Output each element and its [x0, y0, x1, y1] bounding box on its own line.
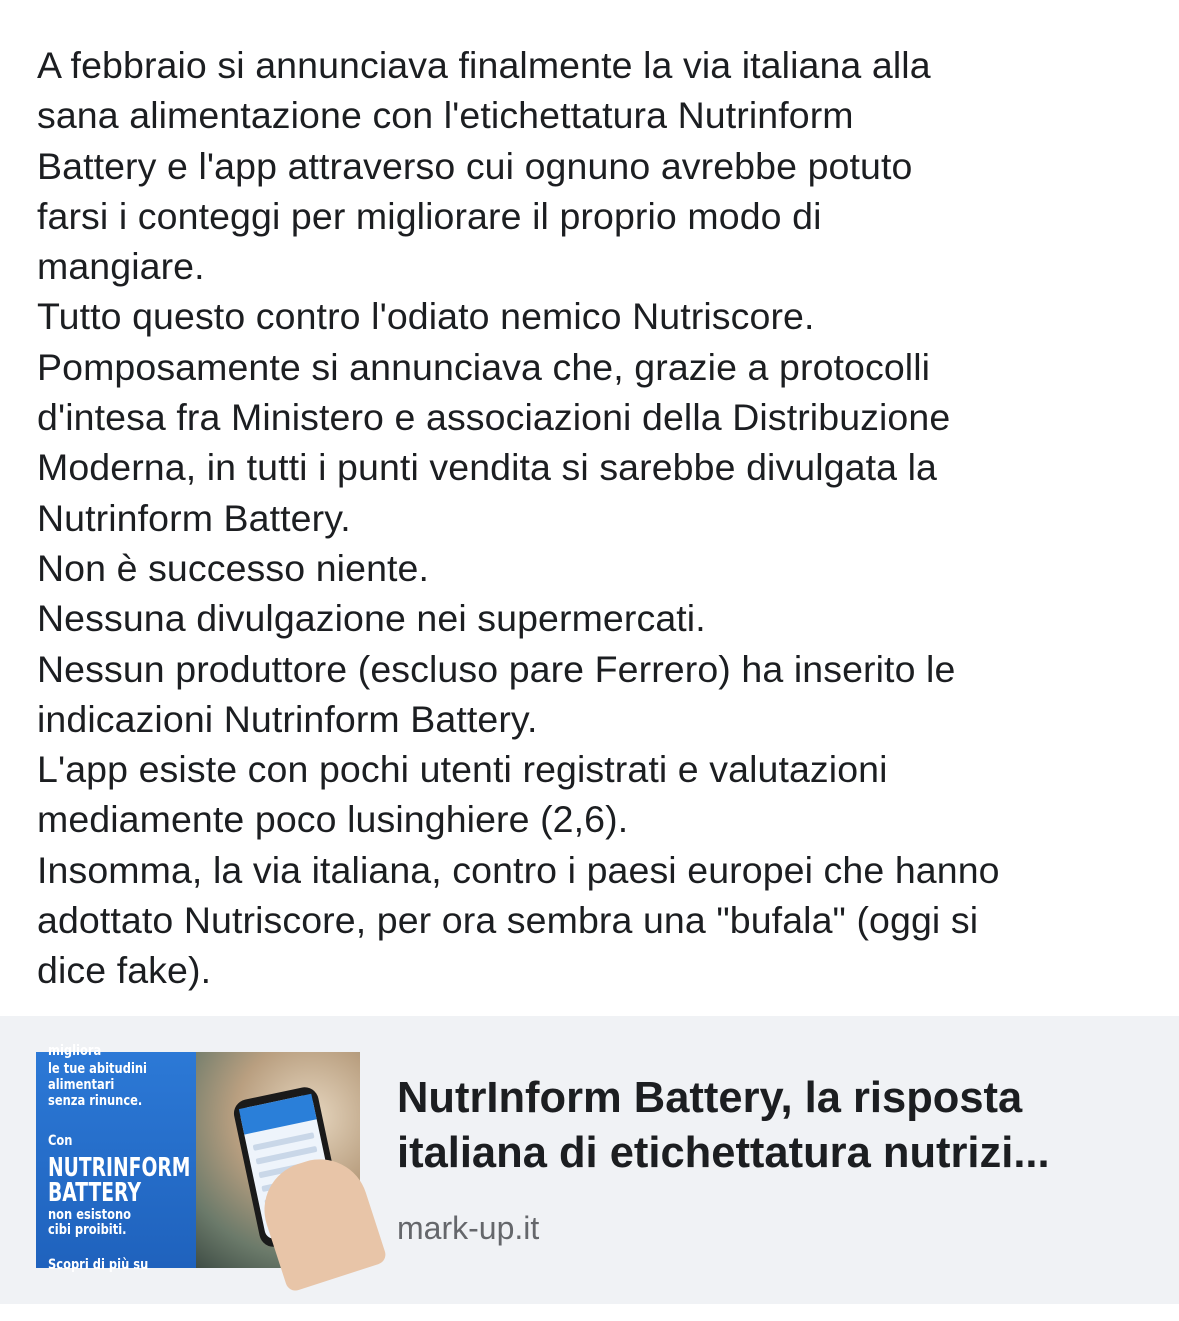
post-line: Nessuna divulgazione nei supermercati. — [37, 597, 706, 640]
link-thumbnail[interactable] — [36, 1043, 360, 1273]
thumbnail-brand-line: BATTERY — [48, 1178, 142, 1208]
thumbnail-text: le tue abitudini — [48, 1061, 147, 1077]
post-line: d'intesa fra Ministero e associazioni della Distribuzione — [37, 396, 951, 439]
post-line: Nessun produttore (escluso pare Ferrero) ha inserito le — [37, 647, 956, 690]
post-line: Battery e l'app attraverso cui ognuno avrebbe potuto — [37, 144, 913, 187]
post-line: adottato Nutriscore, per ora sembra una "bufala" (oggi si — [37, 899, 979, 942]
post-text — [37, 40, 1157, 996]
post-line: mediamente poco lusinghiere (2,6). — [37, 798, 629, 841]
post-line: Insomma, la via italiana, contro i paesi europei che hanno — [37, 848, 1000, 891]
link-title-line: NutrInform Battery, la risposta — [397, 1074, 1023, 1122]
thumbnail-text: Scopri di più su — [48, 1257, 149, 1273]
phone-screen-header — [239, 1094, 317, 1135]
thumbnail-text: migliora — [48, 1043, 102, 1059]
link-title[interactable] — [397, 1071, 1137, 1181]
post-line: L'app esiste con pochi utenti registrati e valutazioni — [37, 748, 888, 791]
thumbnail-text: non esistono — [48, 1207, 132, 1223]
post-line: indicazioni Nutrinform Battery. — [37, 697, 538, 740]
post-line: Moderna, in tutti i punti vendita si sarebbe divulgata la — [37, 446, 937, 489]
post-line: farsi i conteggi per migliorare il proprio modo di — [37, 194, 822, 237]
post-line: Pomposamente si annunciava che, grazie a protocolli — [37, 345, 931, 388]
post-line: mangiare. — [37, 245, 205, 288]
post-line: Non è successo niente. — [37, 546, 430, 589]
link-title-line: italiana di etichettatura nutrizi... — [397, 1129, 1050, 1177]
thumbnail-text: alimentari — [48, 1077, 115, 1093]
post-line: A febbraio si annunciava finalmente la via italiana alla — [37, 44, 931, 86]
thumbnail-text: senza rinunce. — [48, 1093, 143, 1109]
thumbnail-text: Con — [48, 1133, 73, 1149]
post-line: Tutto questo contro l'odiato nemico Nutriscore. — [37, 295, 815, 338]
thumbnail-text: cibi proibiti. — [48, 1222, 127, 1238]
post-line: dice fake). — [37, 949, 212, 992]
thumbnail-brand — [48, 1153, 191, 1208]
post-line: sana alimentazione con l'etichettatura Nutrinform — [37, 94, 854, 137]
post-line: Nutrinform Battery. — [37, 496, 351, 539]
link-domain: mark-up.it — [397, 1210, 540, 1246]
thumbnail-brand-line: NUTRINFORM — [48, 1153, 191, 1183]
